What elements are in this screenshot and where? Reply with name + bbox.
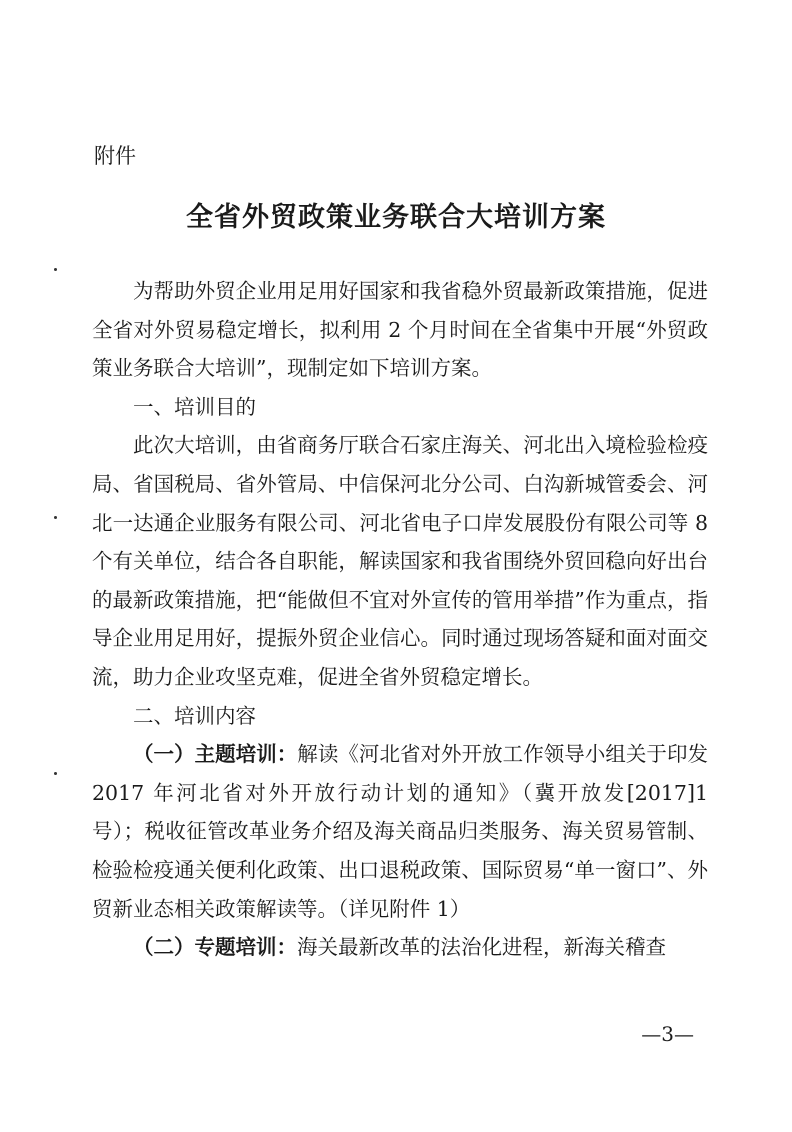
- purpose-paragraph: 此次大培训，由省商务厅联合石家庄海关、河北出入境检验检疫局、省国税局、省外管局、中信保河北分公司、白沟新城管委会、河北一达通企业服务有限公司、河北省电子口岸发展股份有限公司等 8 个有关单位，结合各自职能，解读国家和我省围绕外贸回稳向好出台的最新政策措施，把“能做但不宜对外宣传的管用举措”作为重点，指导企业用足用好，提振外贸企业信心。同时通过现场答疑和面对面交流，助力企业攻坚克难，促进全省外贸稳定增长。: [92, 433, 708, 689]
- document-body: [92, 272, 708, 967]
- scan-mark: [54, 772, 57, 775]
- scan-mark: [54, 516, 57, 519]
- content-item-2-lead: （二）专题培训：: [133, 935, 297, 960]
- intro-paragraph: 为帮助外贸企业用足用好国家和我省稳外贸最新政策措施，促进全省对外贸易稳定增长，拟利用 2 个月时间在全省集中开展“外贸政策业务联合大培训”，现制定如下培训方案。: [92, 279, 708, 381]
- content-item-1-lead: （一）主题培训：: [133, 742, 298, 767]
- content-item-2: [92, 928, 708, 967]
- content-item-1-text: 解读《河北省对外开放工作领导小组关于印发 2017 年河北省对外开放行动计划的通知》（冀开放发[2017]1 号）；税收征管改革业务介绍及海关商品归类服务、海关贸易管制、检验检疫通关便利化政策、出口退税政策、国际贸易“单一窗口”、外贸新业态相关政策解读等。（详见附件 1）: [92, 742, 708, 921]
- document-title: 全省外贸政策业务联合大培训方案: [186, 202, 606, 233]
- section-heading-content: 二、培训内容: [133, 703, 256, 728]
- section-heading-purpose: 一、培训目的: [133, 394, 256, 419]
- content-item-2-text: 海关最新改革的法治化进程，新海关稽查: [297, 935, 666, 960]
- page-number: —3—: [641, 1022, 694, 1046]
- content-item-1: [92, 735, 708, 928]
- scan-mark: [54, 268, 57, 271]
- attachment-label: 附件: [94, 144, 136, 168]
